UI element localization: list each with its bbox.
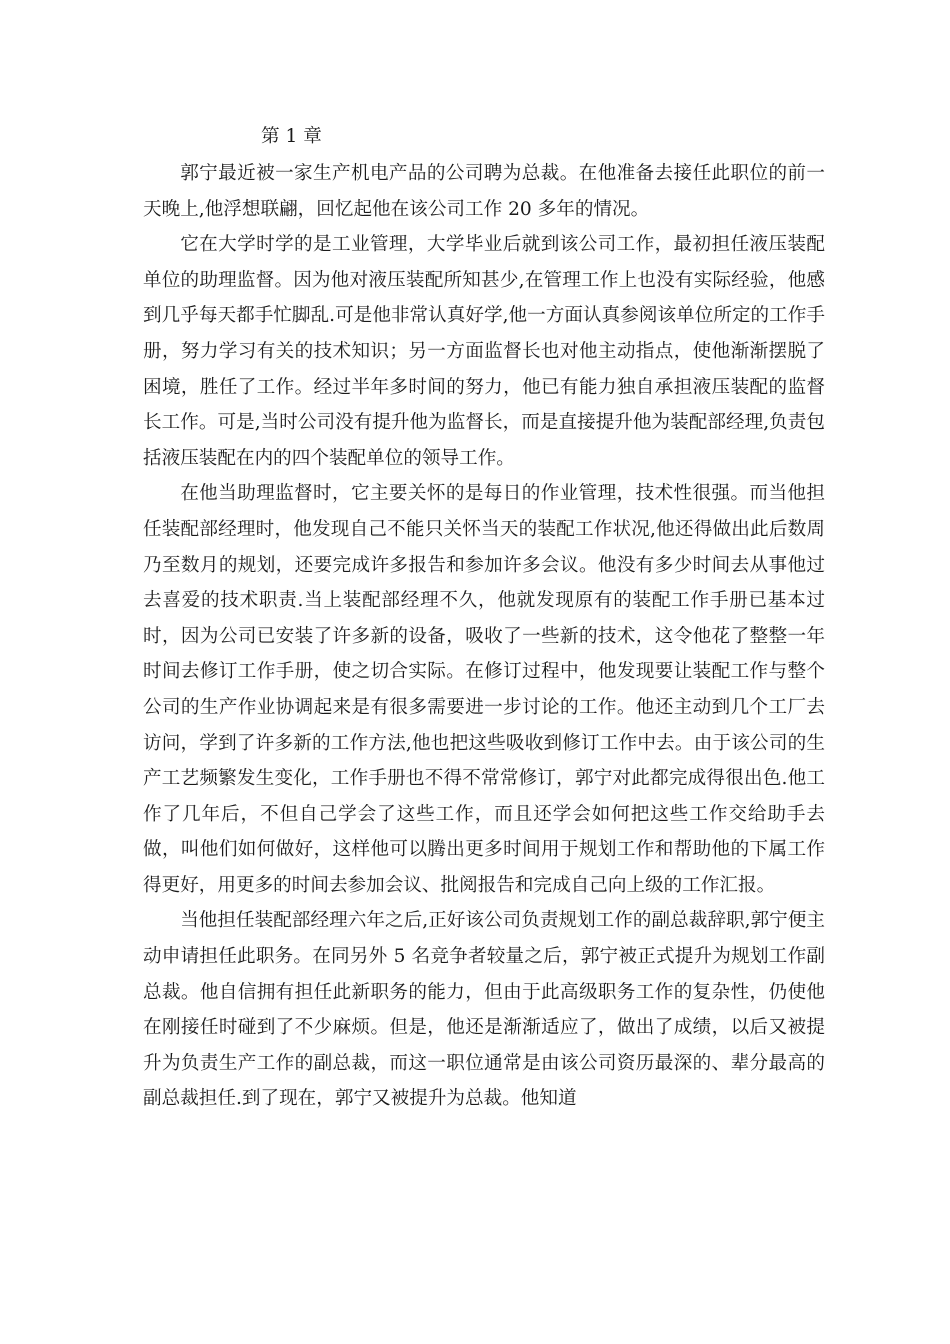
paragraph-3: 在他当助理监督时，它主要关怀的是每日的作业管理，技术性很强。而当他担任装配部经理时，他发现自己不能只关怀当天的装配工作状况,他还得做出此后数周乃至数月的规划，还要完成许多报告和参加许多会议。他没有多少时间去从事他过去喜爱的技术职责.当上装配部经理不久，他就发现原有的装配工作手册已基本过时，因为公司已安装了许多新的设备，吸收了一些新的技术，这令他花了整整一年时间去修订工作手册，使之切合实际。在修订过程中，他发现要让装配工作与整个公司的生产作业协调起来是有很多需要进一步讨论的工作。他还主动到几个工厂去访问，学到了许多新的工作方法,他也把这些吸收到修订工作中去。由于该公司的生产工艺频繁发生变化，工作手册也不得不常常修订，郭宁对此都完成得很出色.他工作了几年后，不但自己学会了这些工作，而且还学会如何把这些工作交给助手去做，叫他们如何做好，这样他可以腾出更多时间用于规划工作和帮助他的下属工作得更好，用更多的时间去参加会议、批阅报告和完成自己向上级的工作汇报。: [143, 483, 825, 896]
paragraph-4: 当他担任装配部经理六年之后,正好该公司负责规划工作的副总裁辞职,郭宁便主动申请担任此职务。在同另外 5 名竞争者较量之后，郭宁被正式提升为规划工作副总裁。他自信拥有担任此新职务的能力，但由于此高级职务工作的复杂性，仍使他在刚接任时碰到了不少麻烦。但是，他还是渐渐适应了，做出了成绩，以后又被提升为负责生产工作的副总裁，而这一职位通常是由该公司资历最深的、辈分最高的副总裁担任.到了现在，郭宁又被提升为总裁。他知道: [143, 910, 825, 1110]
paragraph-1: 郭宁最近被一家生产机电产品的公司聘为总裁。在他准备去接任此职位的前一天晚上,他浮想联翩，回忆起他在该公司工作 20 多年的情况。: [143, 163, 825, 220]
paragraph-2: 它在大学时学的是工业管理，大学毕业后就到该公司工作，最初担任液压装配单位的助理监督。因为他对液压装配所知甚少,在管理工作上也没有实际经验，他感到几乎每天都手忙脚乱.可是他非常认真好学,他一方面认真参阅该单位所定的工作手册，努力学习有关的技术知识；另一方面监督长也对他主动指点，使他渐渐摆脱了困境，胜任了工作。经过半年多时间的努力，他已有能力独自承担液压装配的监督长工作。可是,当时公司没有提升他为监督长，而是直接提升他为装配部经理,负责包括液压装配在内的四个装配单位的领导工作。: [143, 234, 825, 469]
chapter-heading: 第 1 章: [261, 126, 322, 147]
document-body: [143, 118, 825, 1117]
